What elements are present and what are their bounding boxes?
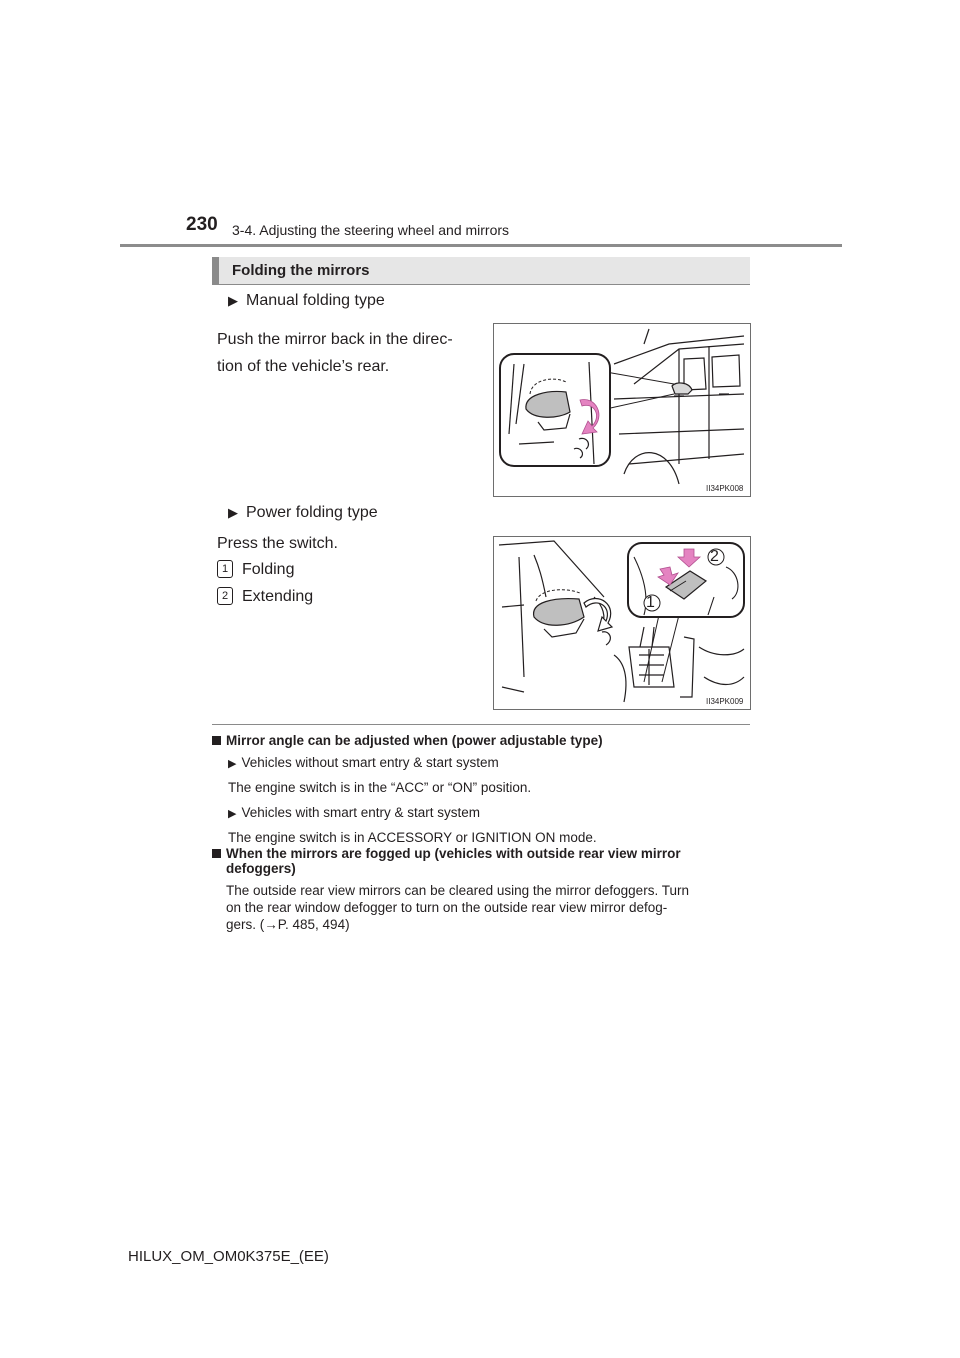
triangle-bullet-icon: ▶ <box>228 505 238 520</box>
note-text: The outside rear view mirrors can be cleared using the mirror defoggers. Turn on the rear window defogger to turn on the outside rear view mirror defog- gers. (→P. 485, 494) <box>226 883 689 932</box>
square-bullet-icon <box>212 736 221 745</box>
step-number: 2 <box>217 587 233 605</box>
manual-heading: ▶ Manual folding type <box>228 292 385 309</box>
note-text: The engine switch is in ACCESSORY or IGNITION ON mode. <box>228 830 597 845</box>
note-defoggers: When the mirrors are fogged up (vehicles with outside rear view mirror defoggers) The outside rear view mirrors can be cleared using the mirror defoggers. Turn on the rear window defogger to turn on the outside rear view mirror defog- gers. (→P. 485, 494) <box>212 846 752 933</box>
page-number: 230 <box>186 214 218 235</box>
manual-instructions: Push the mirror back in the direc- tion of the vehicle’s rear. <box>217 331 453 375</box>
figure-code: II34PK009 <box>706 697 744 706</box>
notes-divider <box>212 724 750 725</box>
note-text: The engine switch is in the “ACC” or “ON” position. <box>228 780 532 795</box>
step-folding: 1 Folding <box>217 560 294 579</box>
document-code: HILUX_OM_OM0K375E_(EE) <box>128 1248 329 1265</box>
note-title: Mirror angle can be adjusted when (power adjustable type) <box>212 733 752 748</box>
note-title: When the mirrors are fogged up (vehicles with outside rear view mirror <box>212 846 752 861</box>
callout-1: 1 <box>646 594 655 611</box>
step-extending: 2 Extending <box>217 587 313 606</box>
power-folding-figure <box>493 536 751 710</box>
note-sub: ▶ Vehicles with smart entry & start system <box>228 805 481 820</box>
callout-2: 2 <box>710 548 719 565</box>
power-heading: ▶ Power folding type <box>228 504 378 521</box>
triangle-bullet-icon: ▶ <box>228 758 237 770</box>
power-instructions: Press the switch. <box>217 535 338 552</box>
section-heading-bar <box>212 257 750 285</box>
manual-folding-illustration <box>494 324 750 496</box>
chapter-title: 3-4. Adjusting the steering wheel and mirrors <box>232 222 510 238</box>
figure-code: II34PK008 <box>706 484 744 493</box>
square-bullet-icon <box>212 849 221 858</box>
header-divider <box>120 244 842 247</box>
manual-folding-figure <box>493 323 751 497</box>
section-title: Folding the mirrors <box>232 262 370 279</box>
note-sub: ▶ Vehicles without smart entry & start system <box>228 755 499 770</box>
step-number: 1 <box>217 560 233 578</box>
triangle-bullet-icon: ▶ <box>228 808 237 820</box>
section-accent <box>212 257 219 284</box>
triangle-bullet-icon: ▶ <box>228 293 238 308</box>
note-mirror-angle <box>212 733 752 846</box>
